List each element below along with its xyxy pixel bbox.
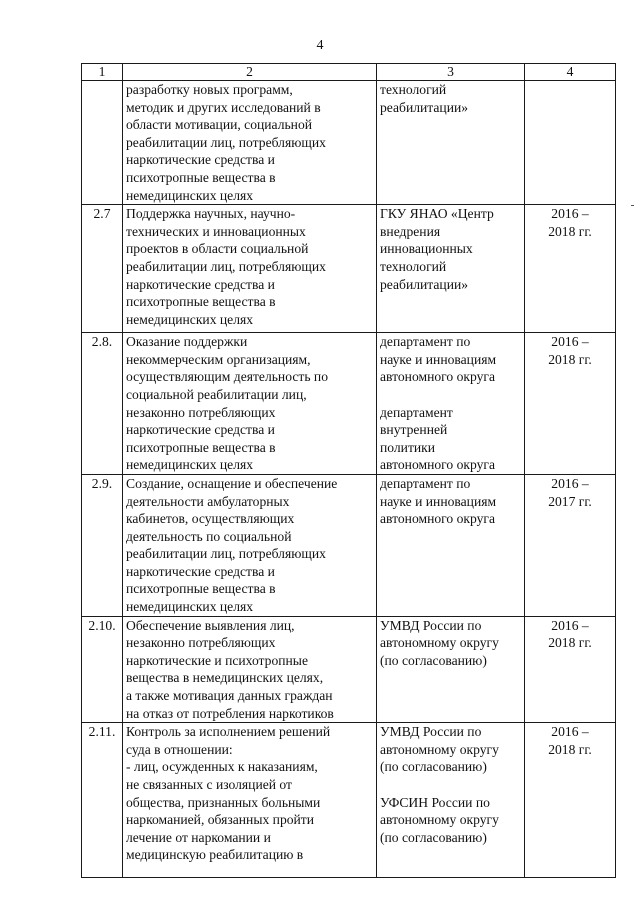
- activity-line: проектов в области социальной: [126, 241, 309, 257]
- executor-line: технологий: [380, 82, 447, 97]
- executor-line: науке и инновациям: [380, 351, 497, 367]
- executor-cell: [377, 205, 525, 333]
- executor-line: департамент по: [380, 475, 471, 491]
- activity-cell: [123, 474, 377, 616]
- activity-line: а также мотивация данных граждан: [126, 688, 333, 704]
- activity-cell: [123, 616, 377, 723]
- executor-line: департамент по: [380, 334, 471, 350]
- executor-line: политики: [380, 439, 436, 455]
- item-number: 2.9.: [82, 474, 123, 616]
- activity-line: вещества в немедицинских целях,: [126, 670, 324, 686]
- activity-line: лечение от наркомании и: [126, 829, 271, 845]
- activity-line: немедицинских целях: [126, 311, 254, 327]
- executor-line: внутренней: [380, 422, 448, 438]
- item-number: 2.11.: [82, 723, 123, 878]
- activity-line: методик и других исследований в: [126, 99, 321, 115]
- executor-line: УМВД России по: [380, 617, 482, 633]
- executor-line: технологий: [380, 258, 447, 274]
- activity-line: наркотические средства и: [126, 563, 275, 579]
- term-cell: [525, 205, 616, 333]
- term-line: 2018 гг.: [548, 741, 592, 757]
- activity-line: осуществляющим деятельность по: [126, 369, 328, 385]
- term-line: 2016 –: [551, 724, 589, 740]
- executor-line: автономного округа: [380, 457, 496, 473]
- activity-line: реабилитации лиц, потребляющих: [126, 546, 326, 562]
- activity-line: Создание, оснащение и обеспечение: [126, 475, 338, 491]
- activity-line: не связанных с изоляцией от: [126, 777, 292, 792]
- activity-line: реабилитации лиц, потребляющих: [126, 134, 326, 150]
- activity-line: медицинскую реабилитацию в: [126, 847, 304, 863]
- column-header: 3: [377, 64, 525, 81]
- activity-cell: [123, 81, 377, 205]
- executor-spacer: [380, 386, 521, 404]
- executor-cell: [377, 474, 525, 616]
- activity-line: немедицинских целях: [126, 187, 254, 203]
- activity-line: немедицинских целях: [126, 457, 254, 473]
- item-number: 2.7: [82, 205, 123, 333]
- term-cell: [525, 81, 616, 205]
- executor-cell: [377, 333, 525, 475]
- term-line: 2016 –: [551, 617, 589, 633]
- activity-line: наркоманией, обязанных пройти: [126, 812, 315, 828]
- activity-line: суда в отношении:: [126, 741, 233, 757]
- executor-line: (по согласованию): [380, 829, 487, 845]
- column-header: 2: [123, 64, 377, 81]
- executor-line: УФСИН России по: [380, 794, 490, 810]
- term-cell: [525, 474, 616, 616]
- executor-line: инновационных: [380, 241, 473, 257]
- activity-line: деятельность по социальной: [126, 528, 292, 544]
- executor-line: (по согласованию): [380, 759, 487, 775]
- table-row: [82, 616, 616, 723]
- term-cell: [525, 723, 616, 878]
- scan-mark: [631, 205, 634, 206]
- activity-line: наркотические средства и: [126, 422, 275, 438]
- activity-line: незаконно потребляющих: [126, 404, 276, 420]
- activity-line: социальной реабилитации лиц,: [126, 386, 307, 402]
- item-number: [82, 81, 123, 205]
- term-line: 2018 гг.: [548, 635, 592, 651]
- executor-cell: [377, 616, 525, 723]
- activity-line: наркотические средства и: [126, 276, 275, 292]
- activity-line: наркотические средства и: [126, 152, 275, 168]
- activity-line: психотропные вещества в: [126, 169, 276, 185]
- executor-cell: [377, 723, 525, 878]
- executor-spacer: [380, 776, 521, 794]
- table-row: [82, 333, 616, 475]
- item-number: 2.10.: [82, 616, 123, 723]
- table-row: [82, 205, 616, 333]
- activity-line: технических и инновационных: [126, 223, 306, 239]
- executor-line: автономному округу: [380, 741, 499, 757]
- table-row: [82, 81, 616, 205]
- activity-line: психотропные вещества в: [126, 294, 276, 310]
- term-cell: [525, 333, 616, 475]
- activity-cell: [123, 333, 377, 475]
- executor-cell: [377, 81, 525, 205]
- activity-line: кабинетов, осуществляющих: [126, 511, 295, 527]
- term-line: 2017 гг.: [548, 493, 592, 509]
- executor-line: ГКУ ЯНАО «Центр: [380, 206, 494, 222]
- activity-line: психотропные вещества в: [126, 439, 276, 455]
- activity-line: реабилитации лиц, потребляющих: [126, 258, 326, 274]
- executor-line: (по согласованию): [380, 652, 487, 668]
- page-number: 4: [316, 38, 324, 53]
- activity-line: психотропные вещества в: [126, 581, 276, 597]
- activity-line: на отказ от потребления наркотиков: [126, 705, 334, 721]
- executor-line: автономному округу: [380, 635, 499, 651]
- table-row: [82, 723, 616, 878]
- executor-line: УМВД России по: [380, 724, 482, 740]
- term-line: 2016 –: [551, 206, 589, 222]
- term-line: 2018 гг.: [548, 223, 592, 239]
- executor-line: автономного округа: [380, 511, 496, 527]
- term-line: 2016 –: [551, 475, 589, 491]
- activity-line: Обеспечение выявления лиц,: [126, 617, 295, 633]
- activity-line: - лиц, осужденных к наказаниям,: [126, 759, 318, 775]
- activity-line: Контроль за исполнением решений: [126, 724, 331, 740]
- item-number: 2.8.: [82, 333, 123, 475]
- executor-line: реабилитации»: [380, 276, 469, 292]
- executor-line: автономному округу: [380, 812, 499, 828]
- activity-line: наркотические и психотропные: [126, 652, 308, 668]
- activity-line: Оказание поддержки: [126, 334, 248, 350]
- activity-cell: [123, 723, 377, 878]
- table-header-row: [82, 64, 616, 81]
- executor-line: автономного округа: [380, 369, 496, 385]
- activity-line: разработку новых программ,: [126, 82, 293, 97]
- activity-line: общества, признанных больными: [126, 794, 321, 810]
- activity-line: немедицинских целях: [126, 599, 254, 615]
- column-header: 1: [82, 64, 123, 81]
- table-row: [82, 474, 616, 616]
- term-cell: [525, 616, 616, 723]
- executor-line: внедрения: [380, 223, 441, 239]
- activity-line: области мотивации, социальной: [126, 117, 313, 133]
- executor-line: науке и инновациям: [380, 493, 497, 509]
- activity-line: незаконно потребляющих: [126, 635, 276, 651]
- activity-line: Поддержка научных, научно-: [126, 206, 296, 222]
- table-body: [82, 81, 616, 878]
- term-line: 2018 гг.: [548, 351, 592, 367]
- executor-line: реабилитации»: [380, 99, 469, 115]
- activity-line: деятельности амбулаторных: [126, 493, 290, 509]
- measures-table: [81, 63, 616, 878]
- term-line: 2016 –: [551, 334, 589, 350]
- activity-cell: [123, 205, 377, 333]
- column-header: 4: [525, 64, 616, 81]
- activity-line: некоммерческим организациям,: [126, 351, 311, 367]
- executor-line: департамент: [380, 404, 453, 420]
